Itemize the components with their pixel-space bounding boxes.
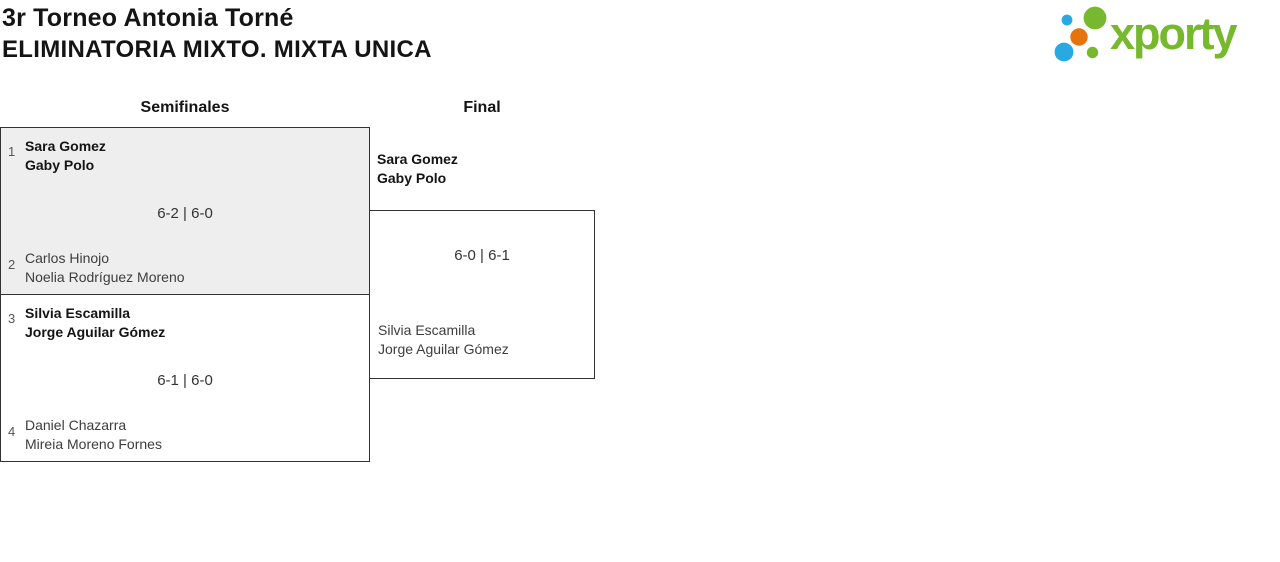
player-line: Jorge Aguilar Gómez	[378, 341, 509, 357]
seed-number-top: 3	[8, 311, 16, 326]
match1-score: 6-2 | 6-0	[157, 205, 213, 222]
player-line: Daniel Chazarra	[25, 417, 127, 433]
player-line: Noelia Rodríguez Moreno	[25, 269, 185, 285]
logo-dot-orange	[1070, 28, 1087, 45]
final-team-top	[377, 150, 458, 188]
player-line: Sara Gomez	[25, 138, 106, 154]
match2-score: 6-1 | 6-0	[157, 372, 213, 389]
match2-team-top	[25, 304, 165, 342]
seed-number-top: 1	[8, 144, 16, 159]
round-label-final: Final	[463, 99, 501, 116]
logo-dot-green-large	[1084, 7, 1107, 30]
round-label-semifinals: Semifinales	[140, 99, 230, 116]
xporty-dots-icon	[1048, 2, 1112, 64]
match1-team-top	[25, 137, 106, 175]
seed-number-bottom: 4	[8, 424, 16, 439]
player-line: Silvia Escamilla	[378, 322, 476, 338]
semifinal-match-2[interactable]	[0, 294, 370, 462]
final-match[interactable]	[369, 210, 595, 379]
logo-dot-blue-medium	[1055, 43, 1074, 62]
player-line: Gaby Polo	[377, 170, 447, 186]
player-line: Mireia Moreno Fornes	[25, 436, 162, 452]
player-line: Silvia Escamilla	[25, 305, 131, 321]
seed-number-bottom: 2	[8, 257, 16, 272]
final-team-bottom	[378, 321, 509, 359]
tournament-title: 3r Torneo Antonia Torné	[2, 4, 294, 32]
player-line: Jorge Aguilar Gómez	[25, 324, 166, 340]
player-line: Carlos Hinojo	[25, 250, 110, 266]
xporty-wordmark: xporty	[1110, 8, 1236, 59]
match2-team-bottom	[25, 416, 162, 454]
semifinal-match-1[interactable]	[0, 127, 370, 295]
logo-dot-green-small	[1087, 47, 1098, 58]
category-title: ELIMINATORIA MIXTO. MIXTA UNICA	[2, 36, 432, 63]
logo-dot-blue-small	[1062, 15, 1073, 26]
xporty-logo[interactable]	[1048, 2, 1278, 64]
player-line: Sara Gomez	[377, 151, 458, 167]
player-line: Gaby Polo	[25, 157, 95, 173]
final-score: 6-0 | 6-1	[454, 247, 510, 264]
match1-team-bottom	[25, 249, 185, 287]
